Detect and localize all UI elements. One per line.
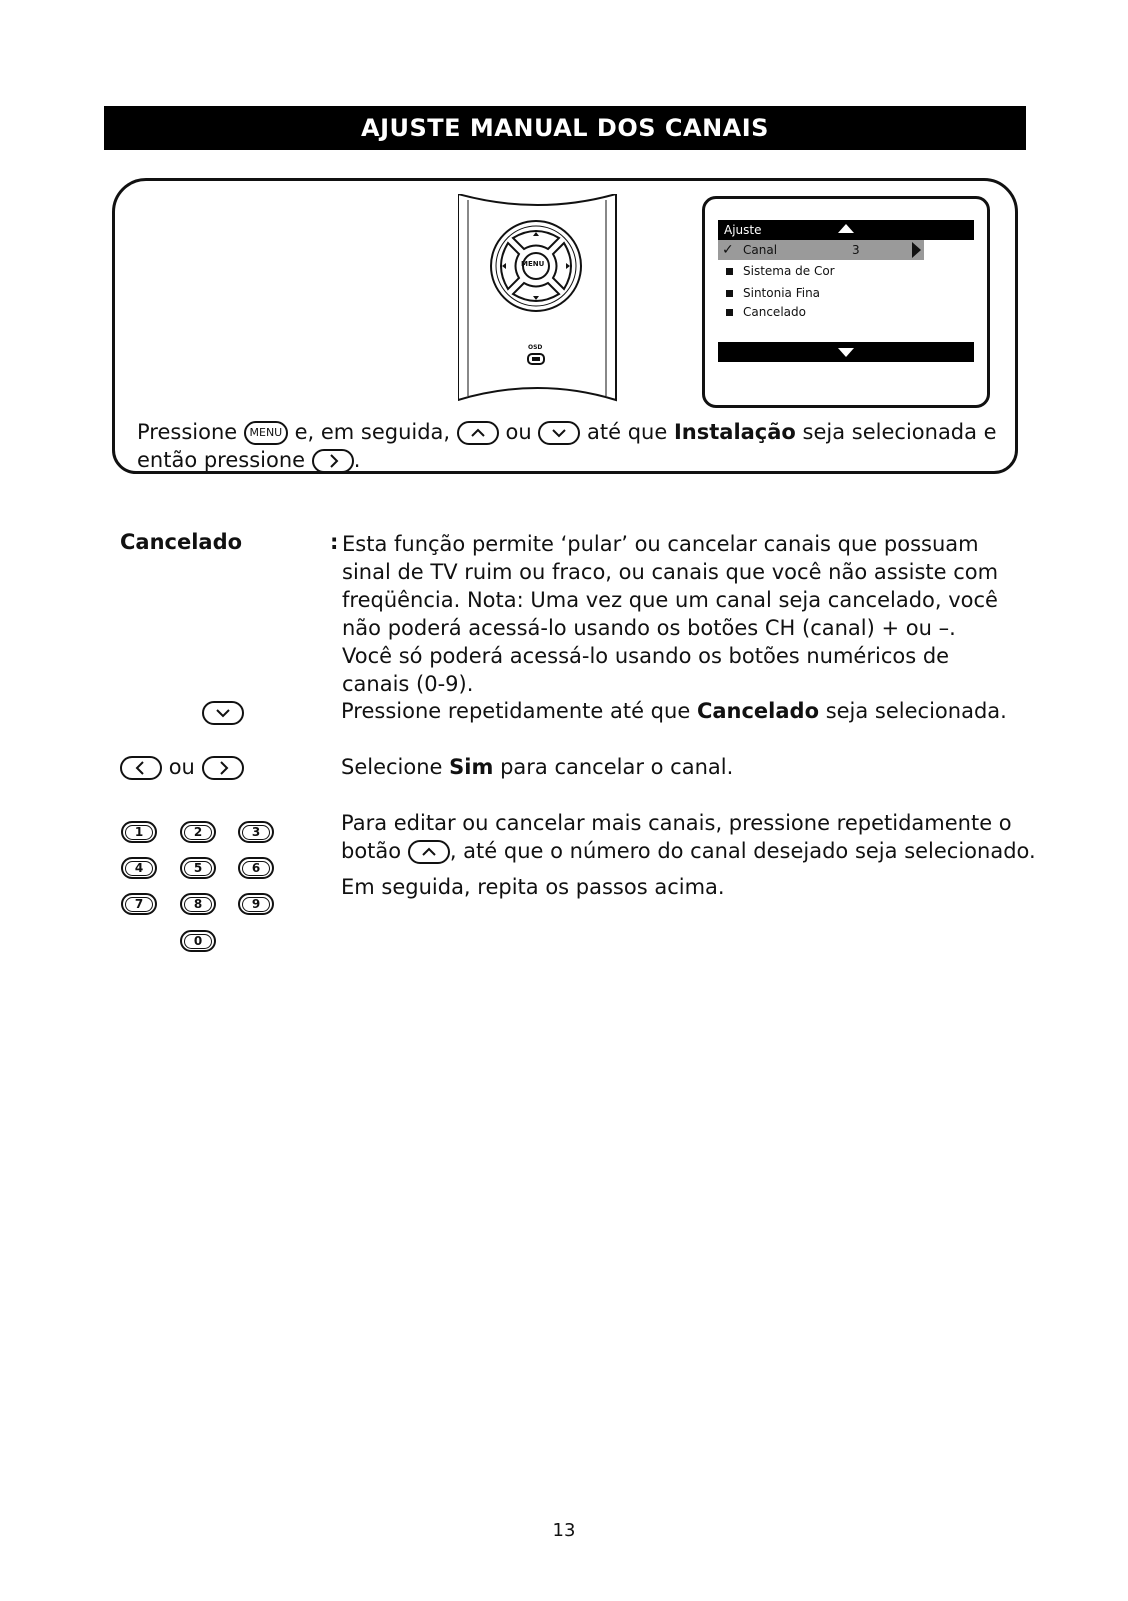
menu-key-icon	[244, 421, 288, 445]
step-text: ou	[168, 755, 195, 779]
number-key-label: 9	[242, 897, 270, 912]
instruction-bold-text: Instalação	[673, 420, 796, 444]
instruction-text: Pressione	[137, 420, 238, 444]
number-key-label: 8	[184, 897, 212, 912]
step-text: para cancelar o canal.	[500, 755, 734, 779]
page-title-bar	[104, 106, 1026, 150]
menu-key-label: MENU	[249, 426, 283, 439]
instruction-text: ou	[505, 420, 532, 444]
number-key-9	[238, 893, 274, 915]
check-icon: ✓	[722, 242, 734, 258]
number-key-7	[121, 893, 157, 915]
number-key-2	[180, 821, 216, 843]
left-key-icon	[120, 756, 162, 780]
instruction-text: e, em seguida,	[294, 420, 451, 444]
step-3-line-3: Em seguida, repita os passos acima.	[341, 875, 725, 899]
instruction-line-1	[137, 418, 997, 446]
up-arrow-icon	[838, 224, 854, 233]
step-3-line-2	[341, 837, 1036, 865]
right-key-icon	[312, 449, 354, 473]
step-text: seja selecionada.	[825, 699, 1007, 723]
number-key-3	[238, 821, 274, 843]
section-colon: :	[330, 530, 339, 554]
instruction-text: então pressione	[137, 448, 306, 472]
down-arrow-icon	[838, 348, 854, 357]
step-2	[341, 753, 733, 781]
up-key-icon	[457, 421, 499, 445]
step-text: Pressione repetidamente até que	[341, 699, 691, 723]
bullet-icon	[726, 268, 733, 275]
instruction-text: até que	[587, 420, 668, 444]
tv-menu-item-canal-value: 3	[852, 243, 860, 257]
number-key-4	[121, 857, 157, 879]
right-key-icon	[202, 756, 244, 780]
tv-menu-item-sistema-de-cor: Sistema de Cor	[743, 264, 835, 278]
down-key-icon	[538, 421, 580, 445]
number-key-6	[238, 857, 274, 879]
number-key-label: 0	[184, 934, 212, 949]
step-3-line-1: Para editar ou cancelar mais canais, pressione repetidamente o	[341, 811, 1012, 835]
page-number: 13	[552, 1520, 576, 1541]
number-key-5	[180, 857, 216, 879]
remote-menu-label: MENU	[521, 260, 545, 268]
number-key-label: 1	[125, 825, 153, 840]
step-text: , até que o número do canal desejado seja selecionado.	[449, 839, 1036, 863]
step-bold-text: Cancelado	[696, 699, 819, 723]
tv-menu-item-cancelado: Cancelado	[743, 305, 806, 319]
number-key-label: 7	[125, 897, 153, 912]
number-key-label: 6	[242, 861, 270, 876]
instruction-text: seja selecionada e	[802, 420, 997, 444]
up-key-icon	[408, 840, 450, 864]
remote-osd-label: OSD	[528, 344, 543, 351]
bullet-icon	[726, 290, 733, 297]
step-text: Selecione	[341, 755, 443, 779]
number-key-label: 3	[242, 825, 270, 840]
instruction-line-2	[137, 446, 360, 474]
remote-control-illustration	[458, 194, 626, 408]
number-key-label: 4	[125, 861, 153, 876]
step-2-keys	[120, 753, 244, 781]
number-key-1	[121, 821, 157, 843]
right-arrow-icon	[912, 242, 921, 258]
page-title: AJUSTE MANUAL DOS CANAIS	[361, 114, 769, 142]
section-description: Esta função permite ‘pular’ ou cancelar canais que possuam sinal de TV ruim ou fraco, ou canais que você não assiste com freqüência. Nota: Uma vez que um canal seja cancelado, você não poderá acessá-lo usando os botões CH (canal) + ou –. Você só poderá acessá-lo usando os botões numéricos de canais (0-9).	[342, 532, 999, 696]
tv-menu-item-sintonia-fina: Sintonia Fina	[743, 286, 821, 300]
section-label: Cancelado	[120, 530, 243, 554]
number-key-8	[180, 893, 216, 915]
step-text: botão	[341, 839, 402, 863]
step-1	[341, 697, 1007, 725]
number-key-label: 2	[184, 825, 212, 840]
step-bold-text: Sim	[449, 755, 494, 779]
number-key-0	[180, 930, 216, 952]
number-key-label: 5	[184, 861, 212, 876]
tv-menu-item-canal: Canal	[743, 243, 778, 257]
instruction-text: .	[353, 448, 361, 472]
down-key-icon	[202, 701, 244, 725]
bullet-icon	[726, 309, 733, 316]
tv-menu-title: Ajuste	[724, 223, 762, 237]
